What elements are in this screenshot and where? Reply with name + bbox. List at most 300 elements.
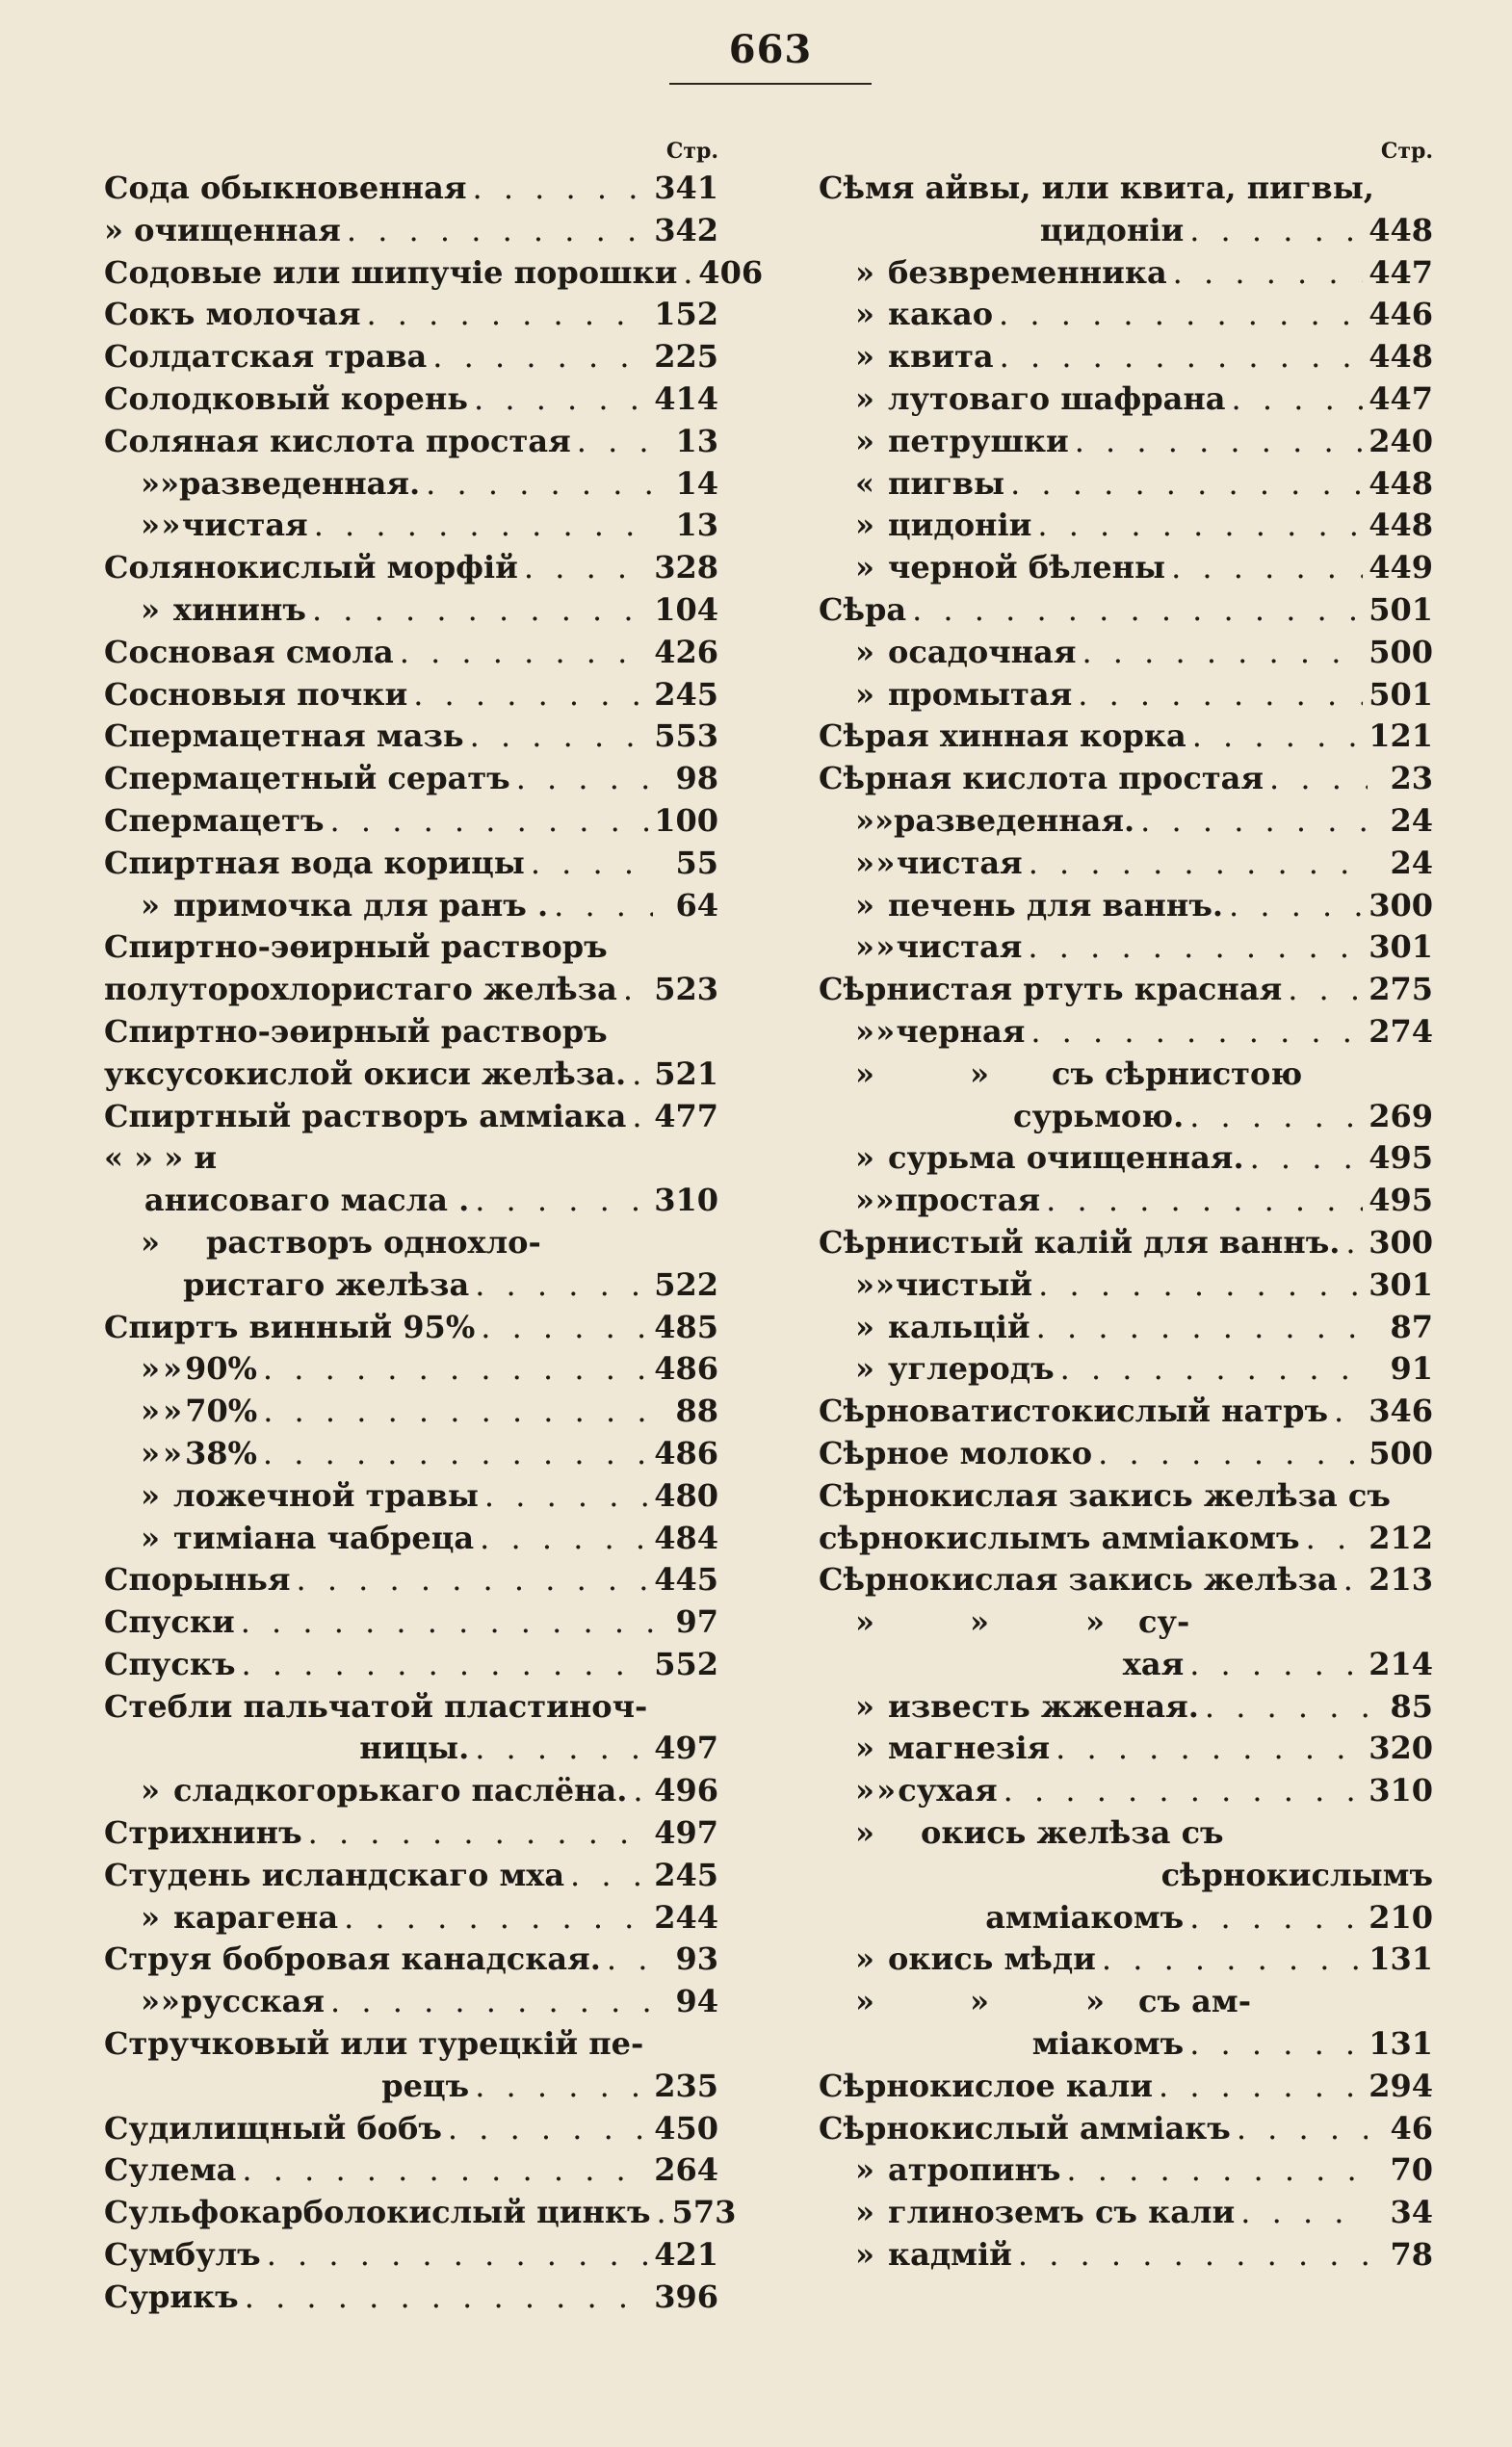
leader-dots <box>1189 1897 1363 1939</box>
ditto-mark: » <box>874 801 894 839</box>
entry-term: Сѣмя айвы, или квита, пигвы, <box>819 169 1374 206</box>
ditto-mark: » <box>855 1308 874 1345</box>
ditto-mark: » <box>855 253 874 291</box>
ditto-mark: » <box>141 1350 160 1388</box>
ditto-mark: » <box>141 1223 160 1261</box>
leader-dots <box>1060 1348 1368 1391</box>
index-entry <box>104 336 718 378</box>
index-entry <box>819 1433 1433 1475</box>
index-entry <box>819 1518 1433 1560</box>
entry-term: Спермацетъ <box>104 801 325 839</box>
index-entry <box>819 1096 1433 1138</box>
index-entry <box>819 1770 1433 1812</box>
entry-term: какао <box>888 296 994 333</box>
index-entry <box>819 1601 1433 1644</box>
index-entry <box>104 168 718 210</box>
entry-term: цидоніи <box>1039 211 1185 248</box>
leader-dots <box>413 674 648 716</box>
entry-page-number: 64 <box>675 886 718 924</box>
entry-page-number: 244 <box>654 1898 718 1936</box>
entry-page-number: 24 <box>1390 801 1433 839</box>
index-entry <box>104 378 718 421</box>
ditto-mark: » <box>855 549 874 586</box>
ditto-mark: » <box>855 1350 874 1388</box>
leader-dots <box>1159 2066 1363 2108</box>
entry-page-number: 213 <box>1369 1561 1433 1599</box>
index-entry <box>104 1855 718 1897</box>
leader-dots <box>432 336 648 378</box>
leader-dots <box>1343 1559 1363 1601</box>
index-entry <box>819 1644 1433 1686</box>
leader-dots <box>516 758 653 800</box>
index-entry <box>104 294 718 336</box>
entry-term: цидоніи <box>888 507 1032 544</box>
leader-dots <box>330 800 649 843</box>
entry-term: сурьмою. <box>1013 1097 1185 1134</box>
entry-term: сурьма очищенная. <box>888 1139 1244 1177</box>
index-entry <box>104 1644 718 1686</box>
leader-dots <box>1018 2234 1368 2277</box>
entry-term: 70% <box>185 1393 258 1430</box>
entry-term: хининъ <box>173 590 306 628</box>
leader-dots <box>1345 1222 1363 1264</box>
entry-page-number: 523 <box>654 971 718 1008</box>
entry-term: Сѣрное молоко <box>819 1434 1093 1471</box>
entry-term: русская <box>180 1983 326 2020</box>
entry-term: карагена <box>173 1898 339 1936</box>
entry-term: анисоваго масла . <box>143 1182 470 1219</box>
entry-page-number: 34 <box>1390 2194 1433 2231</box>
ditto-mark: » <box>141 1476 160 1514</box>
entry-page-number: 484 <box>654 1519 718 1556</box>
entry-page-number: 497 <box>654 1730 718 1767</box>
leader-dots <box>347 210 648 252</box>
entry-term: Сѣра <box>819 590 907 628</box>
entry-page-number: 342 <box>654 211 718 248</box>
entry-page-number: 301 <box>1369 928 1433 966</box>
leader-dots <box>633 1770 648 1812</box>
ditto-mark: » <box>141 1772 160 1809</box>
entry-page-number: 269 <box>1369 1097 1433 1134</box>
index-entry <box>104 1939 718 1981</box>
leader-dots <box>657 2192 666 2234</box>
ditto-mark: » <box>855 2194 874 2231</box>
ditto-mark: » <box>141 1898 160 1936</box>
leader-dots <box>1205 1686 1368 1729</box>
entry-term: квита <box>888 338 994 376</box>
entry-term: съ сѣрнистою <box>1052 1054 1303 1092</box>
leader-dots <box>1010 463 1363 506</box>
entry-term: примочка для ранъ . <box>173 886 549 924</box>
entry-page-number: 88 <box>675 1393 718 1430</box>
entry-page-number: 477 <box>654 1097 718 1134</box>
entry-term: растворъ однохло- <box>206 1223 541 1261</box>
entry-term: рецъ <box>381 2067 470 2104</box>
entry-page-number: 500 <box>1369 633 1433 670</box>
index-entry <box>819 843 1433 885</box>
index-entry <box>104 2066 718 2108</box>
leader-dots <box>475 1264 648 1307</box>
leader-dots <box>1229 885 1363 927</box>
entry-term: Спиртъ винный 95% <box>104 1308 476 1345</box>
entry-page-number: 87 <box>1390 1308 1433 1345</box>
index-entry <box>819 463 1433 506</box>
entry-term: простая <box>895 1182 1041 1219</box>
index-entry <box>104 1475 718 1518</box>
entry-page-number: 235 <box>654 2067 718 2104</box>
index-entry <box>104 1391 718 1433</box>
leader-dots <box>481 1307 648 1349</box>
leader-dots <box>314 505 653 547</box>
entry-page-number: 301 <box>1369 1265 1433 1303</box>
index-entry <box>104 1180 718 1222</box>
leader-dots <box>448 2108 648 2150</box>
leader-dots <box>1030 1011 1363 1054</box>
index-entry <box>104 1518 718 1560</box>
entry-page-number: 486 <box>654 1434 718 1471</box>
entry-page-number: 214 <box>1369 1645 1433 1682</box>
entry-page-number: 449 <box>1369 549 1433 586</box>
entry-page-number: 78 <box>1390 2236 1433 2274</box>
ditto-mark: » <box>855 1139 874 1177</box>
entry-term: Студень исландскаго мха <box>104 1856 565 1893</box>
entry-page-number: 480 <box>654 1476 718 1514</box>
entry-term: Стручковый или турецкій пе- <box>104 2025 644 2063</box>
entry-page-number: 341 <box>654 169 718 206</box>
index-entry <box>104 843 718 885</box>
index-entry <box>104 716 718 758</box>
entry-term: пигвы <box>888 464 1005 502</box>
ditto-mark: » <box>855 379 874 417</box>
entry-page-number: 573 <box>671 2194 737 2231</box>
leader-dots <box>1250 1137 1364 1180</box>
index-entry <box>104 1137 718 1180</box>
index-entry <box>104 800 718 843</box>
ditto-mark: » <box>163 1393 183 1430</box>
leader-dots <box>632 1096 648 1138</box>
ditto-mark: » <box>141 886 160 924</box>
index-entry <box>104 632 718 674</box>
entry-page-number: 245 <box>654 675 718 713</box>
entry-term: разведенная. <box>179 464 421 502</box>
entry-page-number: 310 <box>1369 1772 1433 1809</box>
entry-term: амміакомъ <box>985 1898 1185 1936</box>
entry-term: атропинъ <box>888 2151 1061 2189</box>
entry-term: чистая <box>181 507 308 544</box>
entry-term: углеродъ <box>888 1350 1055 1388</box>
entry-page-number: 448 <box>1369 338 1433 376</box>
leader-dots <box>607 1939 653 1981</box>
entry-term: сѣрнокислымъ <box>1160 1856 1433 1893</box>
ditto-mark: » <box>855 338 874 376</box>
leader-dots <box>1171 547 1363 589</box>
entry-page-number: 396 <box>654 2278 718 2315</box>
entry-page-number: 104 <box>654 590 718 628</box>
entry-term: уксусокислой окиси желѣза. <box>104 1054 627 1092</box>
index-entry <box>819 505 1433 547</box>
index-entry <box>104 252 764 295</box>
entry-term: Сѣрнокислый амміакъ <box>819 2109 1231 2147</box>
index-entry <box>819 2023 1433 2066</box>
entry-page-number: 91 <box>1390 1350 1433 1388</box>
leader-dots <box>1334 1391 1363 1433</box>
index-entry <box>819 210 1433 252</box>
entry-page-number: 210 <box>1369 1898 1433 1936</box>
entry-page-number: 552 <box>654 1645 718 1682</box>
entry-term: безвременника <box>888 253 1167 291</box>
entry-page-number: 448 <box>1369 211 1433 248</box>
leader-dots <box>400 632 648 674</box>
column-header-page: Стр. <box>1380 139 1433 164</box>
leader-dots <box>1046 1180 1363 1222</box>
index-entry <box>104 1222 718 1264</box>
index-column-right <box>819 135 1433 2277</box>
index-entry <box>104 2149 718 2192</box>
entry-term: Судилищный бобъ <box>104 2109 442 2147</box>
entry-term: Сѣрая хинная корка <box>819 717 1186 755</box>
entry-page-number: 70 <box>1390 2151 1433 2189</box>
index-entry <box>819 1054 1433 1096</box>
entry-page-number: 446 <box>1369 296 1433 333</box>
entry-page-number: 501 <box>1369 675 1433 713</box>
entry-term: чистая <box>896 928 1023 966</box>
entry-term: Содовые или шипучіе порошки <box>104 253 678 291</box>
index-entry <box>104 1728 718 1770</box>
ditto-mark: » <box>874 1265 895 1303</box>
index-entry <box>104 1601 718 1644</box>
index-entry <box>104 1011 718 1054</box>
entry-term: Сѣрнокислая закись желѣза <box>819 1561 1338 1599</box>
leader-dots <box>1189 2023 1363 2066</box>
entry-term: чистая <box>896 844 1023 881</box>
leader-dots <box>577 421 653 463</box>
leader-dots <box>1036 1307 1368 1349</box>
index-entry <box>819 716 1433 758</box>
entry-term: съ ам- <box>1138 1983 1251 2020</box>
entry-page-number: 212 <box>1369 1519 1433 1556</box>
entry-page-number: 426 <box>654 633 718 670</box>
leader-dots <box>263 1348 648 1391</box>
leader-dots <box>1189 210 1363 252</box>
entry-page-number: 501 <box>1369 590 1433 628</box>
index-entry <box>819 1348 1433 1391</box>
entry-page-number: 85 <box>1390 1687 1433 1725</box>
entry-term: Сѣрнокислая закись желѣза съ <box>819 1476 1391 1514</box>
entry-term: Сѣрнистая ртуть красная <box>819 971 1283 1008</box>
entry-page-number: 264 <box>654 2151 718 2189</box>
entry-page-number: 486 <box>654 1350 718 1388</box>
entry-term: « » » и <box>104 1139 218 1177</box>
ditto-mark: » <box>1085 1983 1105 2020</box>
leader-dots <box>1038 1264 1363 1307</box>
leader-dots <box>1082 632 1363 674</box>
leader-dots <box>1189 1096 1363 1138</box>
leader-dots <box>475 2066 648 2108</box>
index-entry <box>104 589 718 632</box>
entry-page-number: 98 <box>675 760 718 797</box>
entry-term: міакомъ <box>1031 2025 1185 2063</box>
entry-page-number: 274 <box>1369 1012 1433 1050</box>
entry-page-number: 13 <box>675 422 718 459</box>
leader-dots <box>242 1644 649 1686</box>
index-entry <box>819 547 1433 589</box>
entry-term: черной бѣлены <box>888 549 1166 586</box>
leader-dots <box>245 2277 648 2319</box>
entry-page-number: 300 <box>1369 1223 1433 1261</box>
entry-page-number: 450 <box>654 2109 718 2147</box>
leader-dots <box>1192 716 1364 758</box>
leader-dots <box>312 589 648 632</box>
index-entry <box>104 969 718 1011</box>
entry-page-number: 46 <box>1390 2109 1433 2147</box>
leader-dots <box>475 1180 648 1222</box>
entry-page-number: 93 <box>675 1940 718 1978</box>
ditto-mark: » <box>855 1983 874 2020</box>
entry-term: окись мѣди <box>888 1940 1096 1978</box>
entry-page-number: 346 <box>1369 1393 1433 1430</box>
entry-page-number: 23 <box>1390 760 1433 797</box>
index-entry <box>819 1264 1433 1307</box>
entry-term: Спуски <box>104 1603 235 1641</box>
ditto-mark: » <box>141 1393 160 1430</box>
index-entry <box>104 1897 718 1939</box>
page-number: 663 <box>728 27 813 72</box>
index-entry <box>819 252 1433 295</box>
leader-dots <box>242 2149 648 2192</box>
entry-term: 90% <box>184 1350 257 1388</box>
leader-dots <box>1078 674 1363 716</box>
leader-dots <box>683 252 692 295</box>
index-entry <box>104 547 718 589</box>
entry-term: Соляная кислота простая <box>104 422 571 459</box>
index-entry <box>104 505 718 547</box>
leader-dots <box>1098 1433 1363 1475</box>
entry-term: Спиртная вода корицы <box>104 844 525 881</box>
leader-dots <box>1237 2108 1368 2150</box>
ditto-mark: » <box>970 1983 989 2020</box>
ditto-mark: » <box>162 1434 182 1471</box>
index-entry <box>104 2108 718 2150</box>
index-entry <box>819 336 1433 378</box>
leader-dots <box>1056 1728 1363 1770</box>
entry-term: Спермацетный ceратъ <box>104 760 510 797</box>
index-column-left <box>104 135 764 2319</box>
leader-dots <box>1269 758 1368 800</box>
index-entry <box>819 1812 1433 1855</box>
index-entry <box>819 674 1433 716</box>
leader-dots <box>1066 2149 1368 2192</box>
ditto-mark: » <box>160 1983 180 2020</box>
leader-dots <box>474 378 648 421</box>
entry-page-number: 522 <box>654 1265 718 1303</box>
entry-page-number: 421 <box>654 2236 718 2274</box>
entry-page-number: 500 <box>1369 1434 1433 1471</box>
leader-dots <box>344 1897 648 1939</box>
index-entry <box>819 2234 1433 2277</box>
ditto-mark: » <box>162 1350 182 1388</box>
index-entry <box>819 926 1433 969</box>
leader-dots <box>1037 505 1363 547</box>
index-entry <box>819 421 1433 463</box>
ditto-mark: » <box>161 507 181 544</box>
entry-term: Солодковый корень <box>104 379 469 417</box>
leader-dots <box>531 843 653 885</box>
index-entry <box>819 758 1433 800</box>
entry-term: магнезія <box>888 1730 1051 1767</box>
entry-page-number: 275 <box>1369 971 1433 1008</box>
entry-page-number: 448 <box>1369 464 1433 502</box>
leader-dots <box>267 2234 649 2277</box>
entry-page-number: 13 <box>675 507 718 544</box>
entry-term: 38% <box>184 1434 257 1471</box>
index-entry <box>819 1475 1433 1518</box>
index-entry <box>819 1686 1433 1729</box>
ditto-mark: » <box>855 1772 874 1809</box>
index-entry <box>819 294 1433 336</box>
entry-page-number: 553 <box>654 717 718 755</box>
index-entry <box>104 1348 718 1391</box>
leader-dots <box>524 547 648 589</box>
leader-dots <box>1232 378 1364 421</box>
entry-term: известь жженая. <box>888 1687 1199 1725</box>
entry-term: Сѣрнистый калій для ваннъ. <box>819 1223 1341 1261</box>
entry-term: Спиртный растворъ амміака <box>104 1097 627 1134</box>
index-entry <box>104 1264 718 1307</box>
entry-term: чистый <box>895 1265 1033 1303</box>
entry-page-number: 97 <box>675 1603 718 1641</box>
entry-page-number: 496 <box>654 1772 718 1809</box>
ditto-mark: » <box>874 1182 895 1219</box>
entry-term: Сулема <box>104 2151 237 2189</box>
leader-dots <box>1075 421 1364 463</box>
ditto-mark: » <box>855 886 874 924</box>
entry-term: Спускъ <box>104 1645 236 1682</box>
ditto-mark: » <box>855 1730 874 1767</box>
entry-term: окись желѣза съ <box>921 1814 1224 1852</box>
index-entry <box>104 885 718 927</box>
ditto-mark: » <box>875 1012 896 1050</box>
entry-page-number: 300 <box>1369 886 1433 924</box>
ditto-mark: » <box>970 1603 989 1641</box>
ditto-mark: » <box>855 2236 874 2274</box>
index-entry <box>819 969 1433 1011</box>
ditto-mark: » <box>855 507 874 544</box>
index-entry <box>819 1728 1433 1770</box>
leader-dots <box>263 1433 648 1475</box>
ditto-mark: » <box>970 1054 989 1092</box>
ditto-mark: » <box>1085 1603 1105 1641</box>
entry-term: Сурикъ <box>104 2278 239 2315</box>
index-entry <box>104 421 718 463</box>
index-entry <box>104 1096 718 1138</box>
leader-dots <box>912 589 1363 632</box>
entry-term: промытая <box>888 675 1073 713</box>
entry-term: ристаго желѣза <box>183 1265 470 1303</box>
index-entry <box>104 1770 718 1812</box>
entry-term: Сода обыкновенная <box>104 169 467 206</box>
ditto-mark: » <box>855 1940 874 1978</box>
ditto-mark: » <box>160 464 179 502</box>
entry-page-number: 55 <box>675 844 718 881</box>
ditto-mark: » <box>855 1603 874 1641</box>
leader-dots <box>426 463 653 506</box>
index-entry <box>819 1981 1433 2023</box>
column-header-page: Стр. <box>665 139 718 164</box>
entry-page-number: 310 <box>654 1182 718 1219</box>
index-entry <box>819 1897 1433 1939</box>
entry-term: сѣрнокислымъ амміакомъ <box>819 1519 1300 1556</box>
index-entry <box>819 1559 1433 1601</box>
